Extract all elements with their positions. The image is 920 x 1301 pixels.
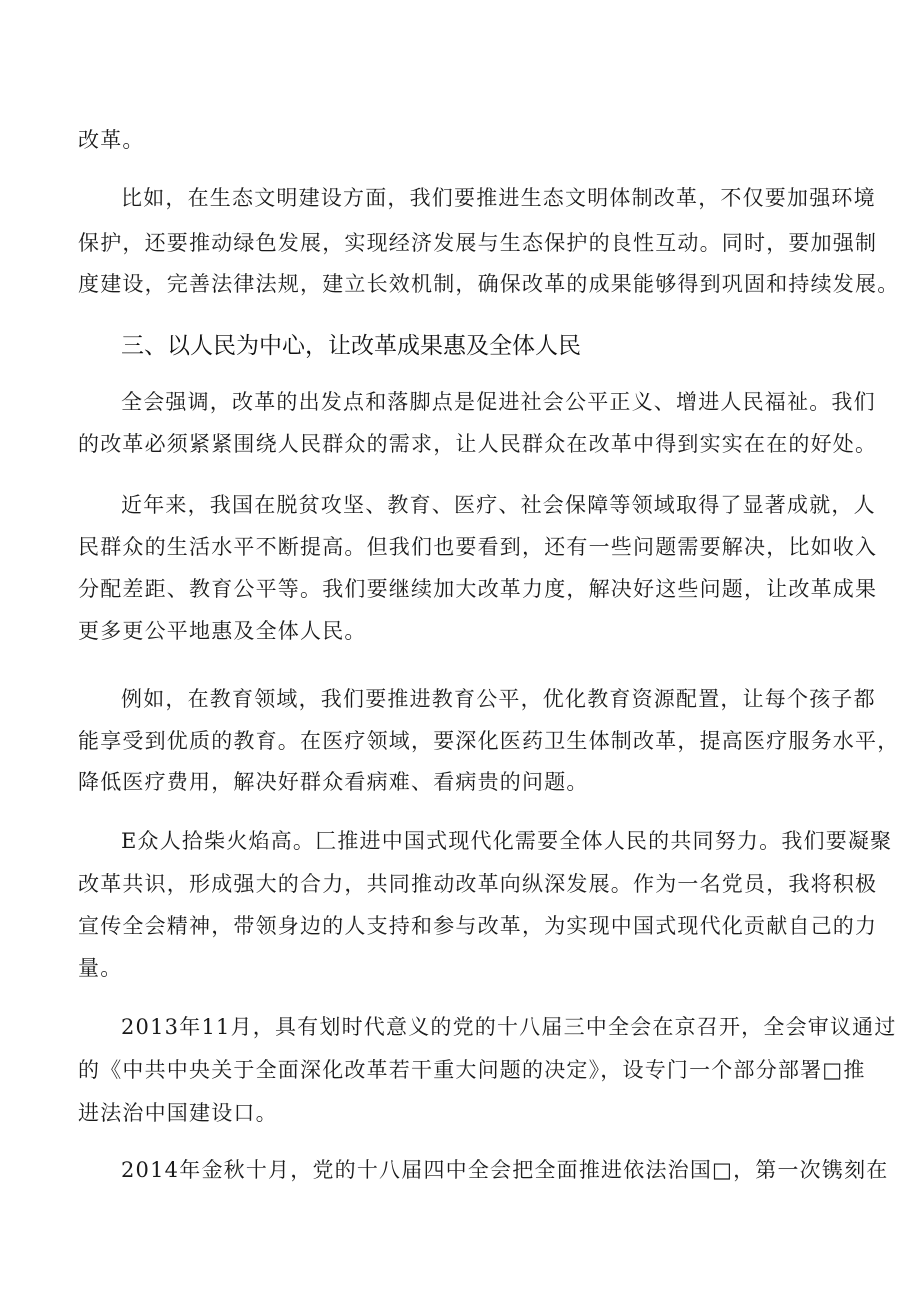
paragraph-line: 例如，在教育领域，我们要推进教育公平，优化教育资源配置，让每个孩子都 bbox=[121, 687, 876, 711]
paragraph-line: 更多更公平地惠及全体人民。 bbox=[78, 619, 367, 643]
paragraph-line: 度建设，完善法律法规，建立长效机制，确保改革的成果能够得到巩固和持续发展。 bbox=[78, 272, 900, 296]
paragraph-line: 民群众的生活水平不断提高。但我们也要看到，还有一些问题需要解决，比如收入 bbox=[78, 535, 878, 559]
paragraph-line: 量。 bbox=[78, 956, 123, 980]
paragraph-line: 能享受到优质的教育。在医疗领域，要深化医药卫生体制改革，提高医疗服务水平， bbox=[78, 729, 900, 753]
paragraph-line: 2014年金秋十月，党的十八届四中全会把全面推进依法治国□，第一次镌刻在 bbox=[121, 1158, 889, 1182]
paragraph-line: 的《中共中央关于全面深化改革若干重大问题的决定》，设专门一个部分部署□推 bbox=[78, 1058, 866, 1082]
paragraph-line: 2013年11月，具有划时代意义的党的十八届三中全会在京召开，全会审议通过 bbox=[121, 1015, 897, 1039]
section-heading: 三、以人民为中心，让改革成果惠及全体人民 bbox=[121, 333, 581, 359]
paragraph-line: 保护，还要推动绿色发展，实现经济发展与生态保护的良性互动。同时，要加强制 bbox=[78, 231, 878, 255]
paragraph-line: 降低医疗费用，解决好群众看病难、看病贵的问题。 bbox=[78, 770, 589, 794]
paragraph-line: E众人拾柴火焰高。匚推进中国式现代化需要全体人民的共同努力。我们要凝聚 bbox=[121, 829, 893, 853]
paragraph-line: 的改革必须紧紧围绕人民群众的需求，让人民群众在改革中得到实实在在的好处。 bbox=[78, 432, 878, 456]
paragraph-line: 改革。 bbox=[78, 128, 145, 152]
paragraph-line: 分配差距、教育公平等。我们要继续加大改革力度，解决好这些问题，让改革成果 bbox=[78, 577, 878, 601]
paragraph-line: 进法治中国建设口。 bbox=[78, 1101, 278, 1125]
paragraph-line: 比如，在生态文明建设方面，我们要推进生态文明体制改革，不仅要加强环境 bbox=[121, 186, 876, 210]
paragraph-line: 近年来，我国在脱贫攻坚、教育、医疗、社会保障等领域取得了显著成就，人 bbox=[121, 493, 876, 517]
paragraph-line: 宣传全会精神，带领身边的人支持和参与改革，为实现中国式现代化贡献自己的力 bbox=[78, 914, 878, 938]
paragraph-line: 全会强调，改革的出发点和落脚点是促进社会公平正义、增进人民福祉。我们 bbox=[121, 390, 876, 414]
paragraph-line: 改革共识，形成强大的合力，共同推动改革向纵深发展。作为一名党员，我将积极 bbox=[78, 872, 878, 896]
